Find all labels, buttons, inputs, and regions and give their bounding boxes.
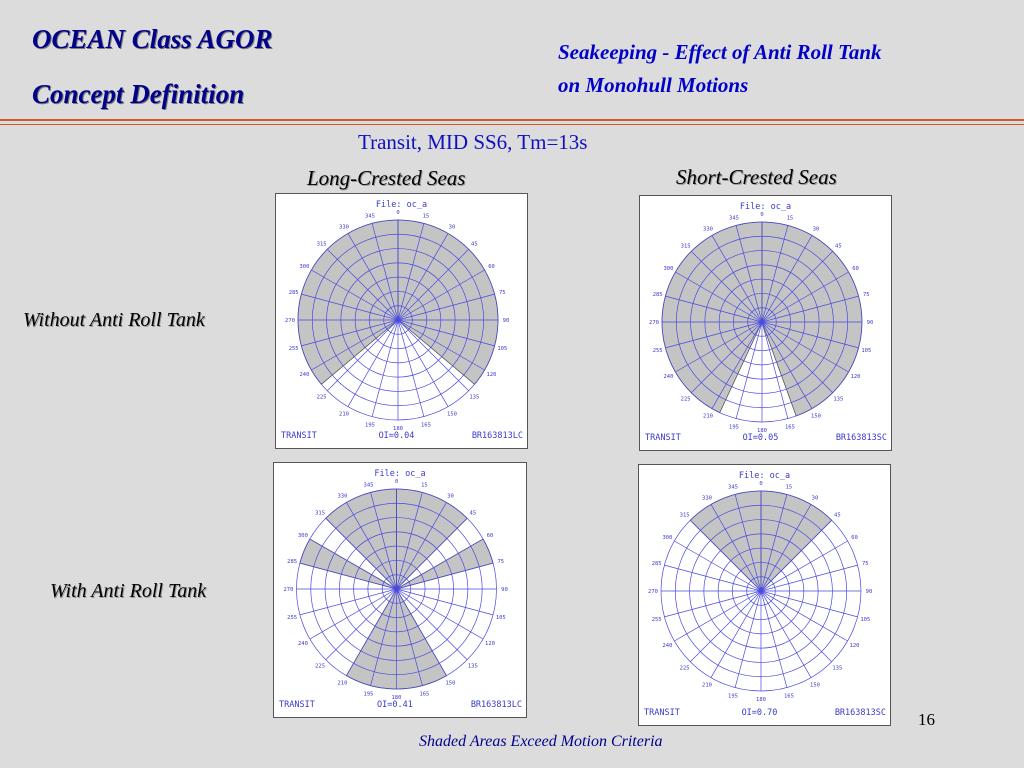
heading-label: 195 [729,424,739,431]
heading-label: 120 [849,643,860,649]
row-head-with-tank: With Anti Roll Tank [50,580,207,602]
heading-label: 180 [756,697,766,703]
heading-label: 195 [728,693,738,700]
heading-label: 285 [287,559,298,566]
page-number: 16 [918,710,935,729]
heading-line [711,591,761,678]
heading-label: 225 [315,663,326,670]
subtitle-line-2: on Monohull Motions [558,73,749,97]
heading-label: 315 [680,243,691,250]
exceedance-sector [762,222,862,416]
sea-condition: Transit, MID SS6, Tm=13s [358,130,588,154]
polar-plot-svg [639,465,890,725]
heading-label: 180 [757,428,767,434]
exceedance-sector [662,222,762,413]
heading-label: 135 [833,396,844,403]
heading-label: 300 [297,533,308,539]
heading-label: 15 [421,482,428,489]
heading-label: 165 [419,691,430,698]
heading-label: 0 [760,212,764,218]
heading-label: 210 [702,682,712,689]
heading-label: 270 [285,318,295,324]
plot-file-label: File: oc_a [738,471,791,481]
subtitle-line-1: Seakeeping - Effect of Anti Roll Tank [558,40,882,64]
column-head-long-crested: Long-Crested Seas [307,166,466,190]
heading-label: 75 [862,292,870,299]
plot-id-label: BR163813SC [835,433,887,443]
heading-label: 165 [420,422,431,429]
heading-label: 135 [832,665,843,672]
heading-label: 255 [651,616,662,623]
plot-mode-label: TRANSIT [644,708,680,718]
heading-label: 45 [471,241,478,248]
heading-label: 345 [363,482,374,489]
heading-label: 330 [703,226,713,233]
heading-label: 315 [315,510,326,517]
heading-label: 315 [679,512,690,519]
heading-label: 255 [652,347,663,354]
plot-file-label: File: oc_a [374,469,426,479]
polar-plot-svg [274,463,526,717]
heading-label: 90 [502,318,510,324]
heading-label: 300 [662,535,673,541]
heading-line [761,591,811,678]
title-line-2: Concept Definition [32,79,245,109]
heading-line [664,591,761,617]
heading-label: 30 [812,226,820,233]
heading-line [396,589,493,615]
plot-oi-label: OI=0.41 [377,700,413,710]
heading-label: 30 [811,495,819,502]
heading-label: 270 [648,589,658,595]
heading-label: 330 [337,493,348,500]
heading-line [674,591,761,641]
plot-oi-label: OI=0.04 [378,431,415,441]
heading-label: 90 [865,589,873,595]
heading-label: 75 [861,561,869,568]
heading-label: 15 [422,213,430,220]
heading-label: 285 [652,292,663,299]
heading-label: 105 [860,616,871,623]
heading-label: 210 [339,411,349,418]
plot-oi-label: OI=0.05 [742,433,779,443]
heading-label: 90 [866,320,874,326]
exceedance-sector [398,220,498,384]
heading-label: 30 [448,224,456,231]
plot-id-label: BR163813SC [834,708,886,718]
heading-line [761,591,858,617]
heading-line [300,589,397,615]
heading-label: 225 [679,665,690,672]
heading-label: 135 [467,663,478,670]
heading-label: 150 [445,680,456,687]
heading-label: 120 [485,641,495,647]
footer-note: Shaded Areas Exceed Motion Criteria [419,733,663,750]
heading-label: 240 [663,374,674,380]
exceedance-sector [298,220,398,384]
polar-plot-svg [640,196,891,450]
heading-label: 30 [447,493,454,500]
heading-line [761,591,787,688]
heading-label: 315 [316,241,327,248]
polar-plot-without-tank-long-crested [275,193,528,449]
heading-label: 300 [663,266,674,272]
polar-plot-svg [276,194,527,448]
heading-label: 210 [703,413,713,420]
heading-label: 15 [786,215,794,222]
heading-label: 240 [299,372,310,378]
heading-label: 270 [649,320,659,326]
heading-label: 60 [852,266,859,272]
heading-label: 105 [497,345,508,352]
heading-label: 165 [784,424,795,431]
heading-label: 300 [299,264,310,270]
heading-line [690,591,761,662]
heading-label: 15 [785,484,793,491]
plot-id-label: BR163813LC [470,700,522,710]
plot-mode-label: TRANSIT [645,433,681,443]
heading-label: 345 [729,215,739,222]
plot-mode-label: TRANSIT [279,700,315,710]
heading-label: 180 [393,426,403,432]
heading-label: 60 [486,533,494,539]
heading-label: 120 [850,374,861,380]
heading-label: 150 [811,413,821,420]
heading-label: 90 [501,587,508,593]
plot-file-label: File: oc_a [739,202,792,212]
heading-label: 105 [861,347,872,354]
plot-id-label: BR163813LC [471,431,523,441]
heading-label: 180 [391,695,402,701]
header-rule-bottom [0,124,1024,125]
plot-file-label: File: oc_a [375,200,428,210]
heading-label: 60 [851,535,858,541]
heading-label: 0 [759,481,763,487]
row-head-without-tank: Without Anti Roll Tank [23,309,205,331]
heading-label: 195 [363,691,374,698]
heading-label: 240 [662,643,673,649]
heading-label: 150 [447,411,457,418]
heading-label: 75 [498,290,506,297]
header-rule-top [0,119,1024,121]
heading-label: 240 [297,641,308,647]
heading-label: 120 [486,372,497,378]
plot-oi-label: OI=0.70 [741,708,778,718]
heading-label: 345 [728,484,738,491]
heading-label: 195 [365,422,375,429]
heading-line [761,591,832,662]
heading-label: 45 [469,510,477,517]
heading-label: 165 [783,693,794,700]
heading-label: 270 [283,587,294,593]
heading-label: 150 [810,682,820,689]
heading-label: 60 [488,264,495,270]
heading-label: 135 [469,394,480,401]
heading-label: 0 [396,210,400,216]
heading-label: 255 [288,345,299,352]
heading-label: 45 [835,243,842,250]
heading-label: 255 [287,614,298,621]
plot-mode-label: TRANSIT [281,431,317,441]
heading-label: 210 [337,680,348,687]
heading-label: 285 [288,290,299,297]
polar-plot-with-tank-short-crested [638,464,891,726]
heading-label: 330 [702,495,712,502]
heading-label: 105 [495,614,506,621]
heading-line [761,591,848,641]
title-line-1: OCEAN Class AGOR [32,24,273,54]
heading-label: 225 [316,394,327,401]
polar-plot-with-tank-long-crested [273,462,527,718]
polar-plot-without-tank-short-crested [639,195,892,451]
heading-label: 45 [834,512,841,519]
heading-label: 75 [497,559,505,566]
heading-label: 0 [394,479,399,485]
column-head-short-crested: Short-Crested Seas [676,165,837,189]
heading-label: 330 [339,224,349,231]
heading-label: 225 [680,396,691,403]
heading-label: 285 [651,561,662,568]
heading-label: 345 [365,213,375,220]
heading-line [735,591,761,688]
